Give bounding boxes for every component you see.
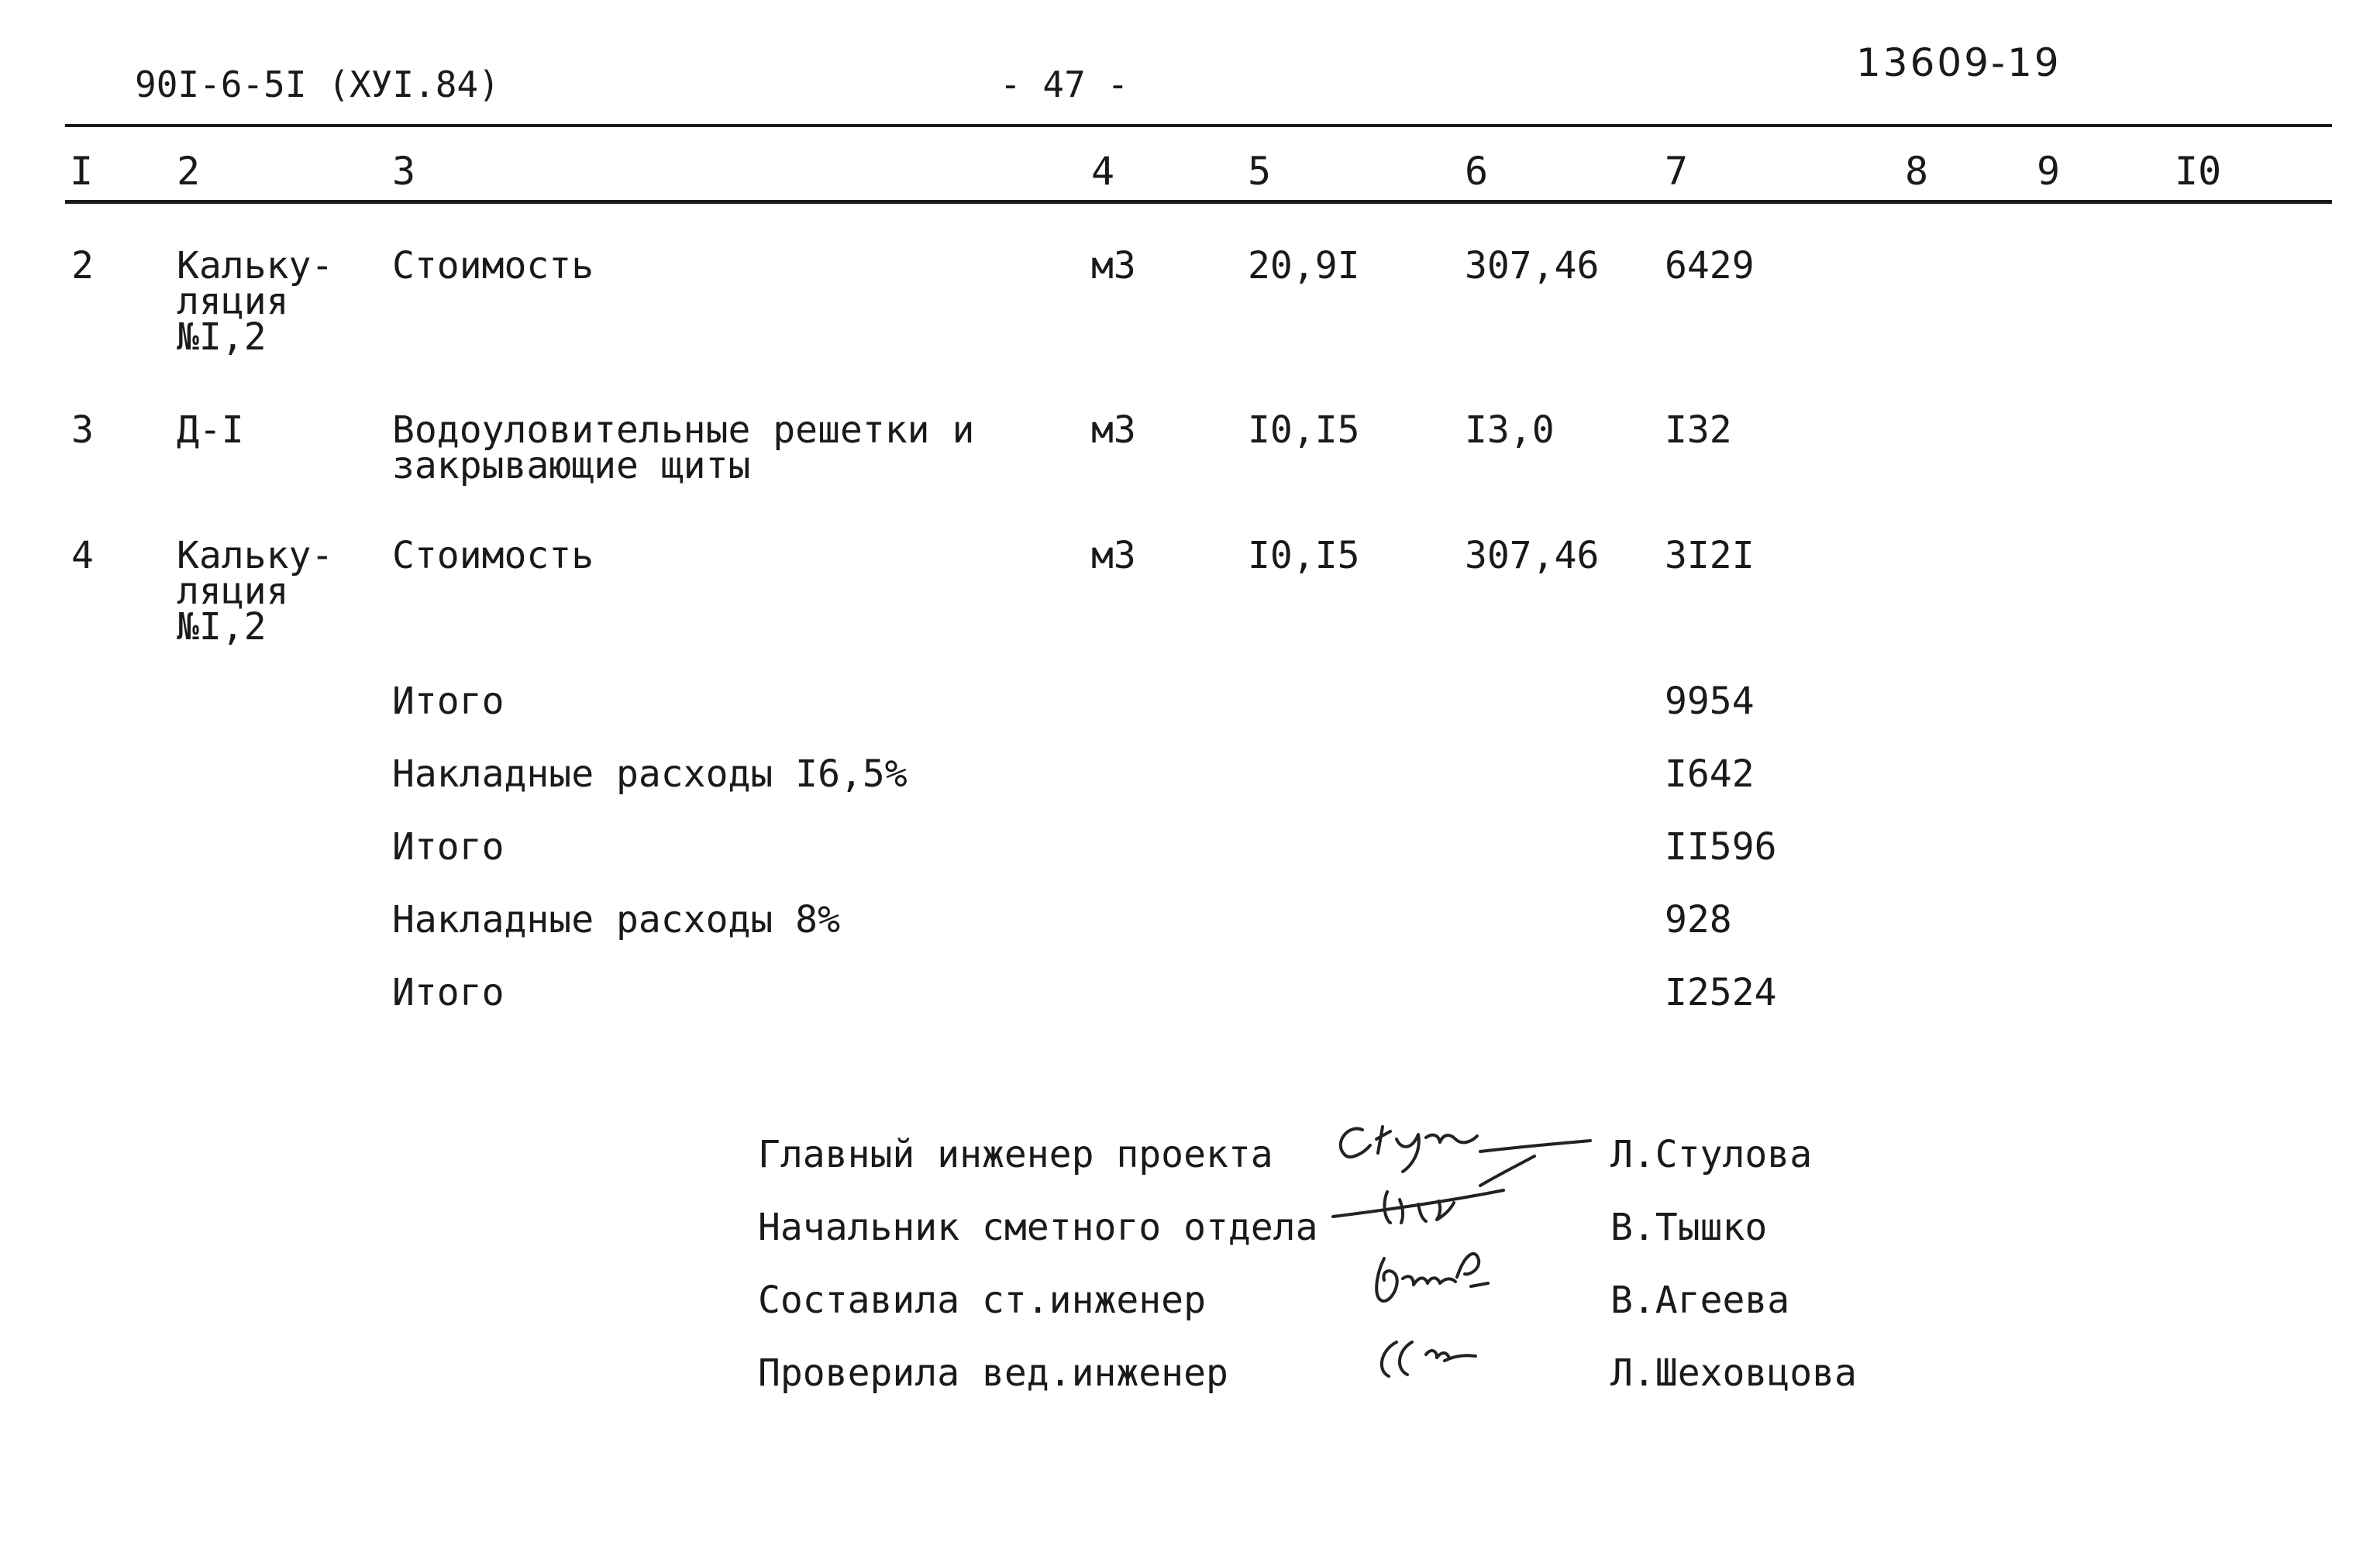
row-unit-price: 307,46 xyxy=(1465,534,1600,577)
summary-value: 9954 xyxy=(1665,680,1755,723)
signature-tyshko-mark xyxy=(1333,1190,1503,1223)
column-number-1: I xyxy=(70,149,94,194)
signature-name: В.Агеева xyxy=(1610,1279,1790,1322)
header-rule xyxy=(65,124,2332,127)
summary-label: Накладные расходы 8% xyxy=(392,898,840,942)
summary-value: I2524 xyxy=(1665,971,1777,1014)
column-number-3: 3 xyxy=(392,149,416,194)
column-number-6: 6 xyxy=(1465,149,1489,194)
column-number-5: 5 xyxy=(1248,149,1272,194)
summary-label: Накладные расходы I6,5% xyxy=(392,752,908,796)
row-total: 6429 xyxy=(1665,244,1755,287)
handwritten-signatures xyxy=(1302,1100,1612,1410)
row-unit: м3 xyxy=(1091,534,1136,577)
summary-value: 928 xyxy=(1665,898,1732,942)
row-basis: Кальку- ляция №I,2 xyxy=(177,534,334,649)
row-total: 3I2I xyxy=(1665,534,1755,577)
signature-stulova-mark xyxy=(1341,1127,1477,1172)
summary-value: I642 xyxy=(1665,752,1755,796)
row-unit: м3 xyxy=(1091,408,1136,452)
signature-name: Л.Шеховцова xyxy=(1610,1351,1857,1395)
signature-shekhovtsova-mark xyxy=(1382,1342,1476,1376)
row-unit: м3 xyxy=(1091,244,1136,287)
row-quantity: I0,I5 xyxy=(1248,408,1360,452)
signature-role: Главный инженер проекта xyxy=(758,1133,1273,1176)
signature-name: В.Тышко xyxy=(1610,1206,1768,1249)
row-number: 2 xyxy=(71,244,94,287)
signature-stroke xyxy=(1480,1141,1590,1186)
summary-label: Итого xyxy=(392,680,505,723)
row-number: 3 xyxy=(71,408,94,452)
row-unit-price: 307,46 xyxy=(1465,244,1600,287)
column-number-7: 7 xyxy=(1665,149,1689,194)
row-basis: Д-I xyxy=(177,408,244,452)
signature-name: Л.Стулова xyxy=(1610,1133,1813,1176)
column-number-8: 8 xyxy=(1905,149,1929,194)
page-number: - 47 - xyxy=(1000,64,1129,105)
row-unit-price: I3,0 xyxy=(1465,408,1555,452)
row-name: Стоимость xyxy=(392,534,594,577)
column-number-4: 4 xyxy=(1091,149,1115,194)
row-number: 4 xyxy=(71,534,94,577)
summary-label: Итого xyxy=(392,825,505,869)
document-code: 90I-6-5I (XУI.84) xyxy=(135,64,500,105)
row-quantity: 20,9I xyxy=(1248,244,1360,287)
signature-role: Проверила вед.инженер xyxy=(758,1351,1228,1395)
summary-value: II596 xyxy=(1665,825,1777,869)
row-quantity: I0,I5 xyxy=(1248,534,1360,577)
row-basis: Кальку- ляция №I,2 xyxy=(177,244,334,359)
column-number-9: 9 xyxy=(2037,149,2061,194)
column-header-rule xyxy=(65,200,2332,204)
handwritten-document-number: 13609-19 xyxy=(1856,40,2061,85)
summary-label: Итого xyxy=(392,971,505,1014)
signature-role: Составила ст.инженер xyxy=(758,1279,1206,1322)
column-number-2: 2 xyxy=(177,149,201,194)
row-total: I32 xyxy=(1665,408,1732,452)
signature-role: Начальник сметного отдела xyxy=(758,1206,1318,1249)
row-name: Водоуловительные решетки и закрывающие щиты xyxy=(392,408,975,487)
row-name: Стоимость xyxy=(392,244,594,287)
column-number-10: I0 xyxy=(2175,149,2222,194)
signature-ageeva-mark xyxy=(1376,1254,1488,1301)
